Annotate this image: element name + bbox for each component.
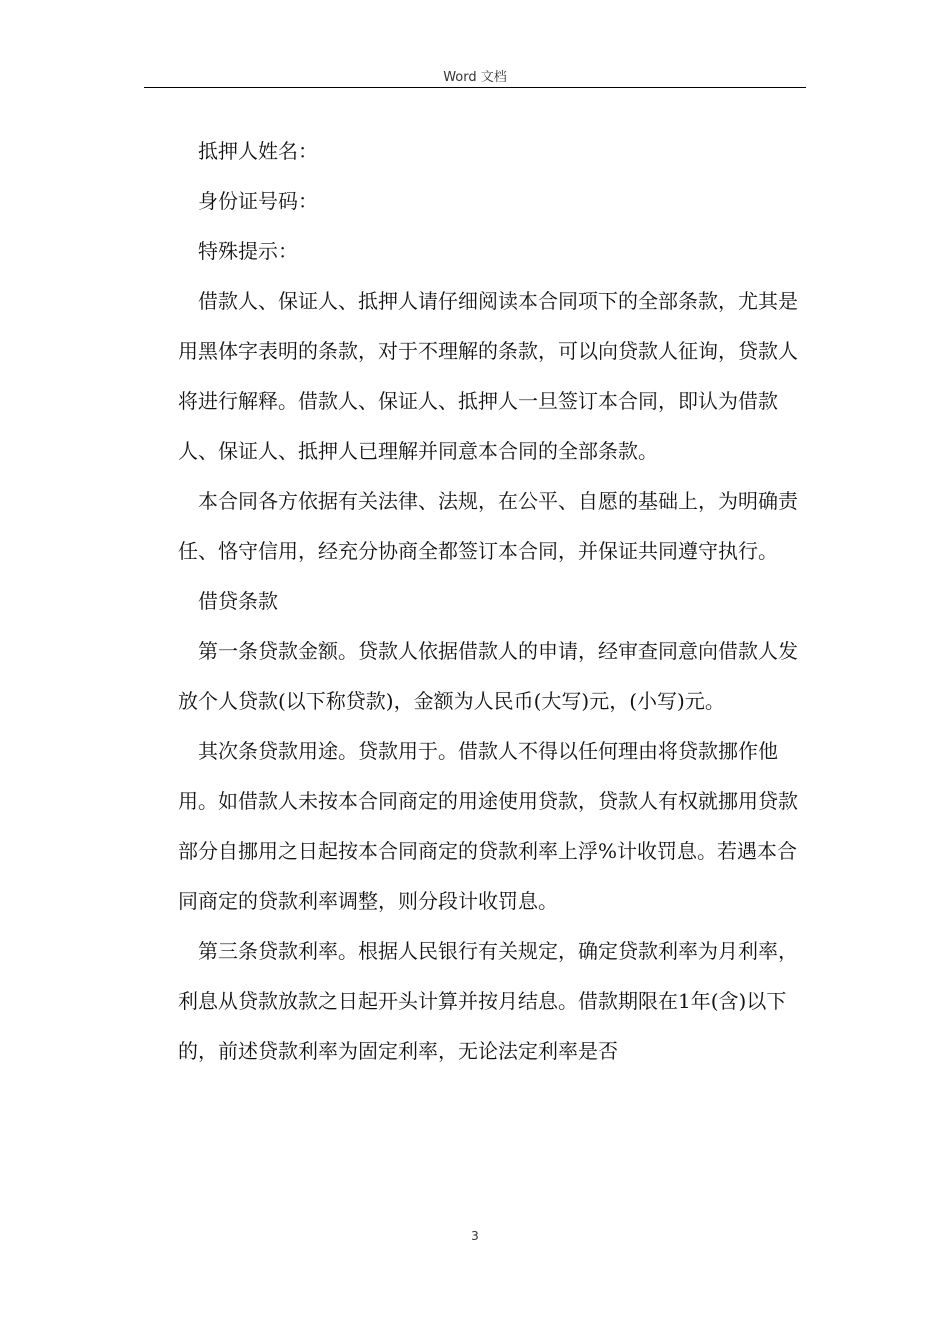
page-number: 3 (471, 1229, 479, 1243)
paragraph-loan-terms-heading: 借贷条款 (198, 589, 278, 613)
paragraph-id-number: 身份证号码： (198, 189, 318, 213)
header-title: Word 文档 (443, 70, 507, 85)
paragraph-article-1: 第一条贷款金额。贷款人依据借款人的申请，经审查同意向借款人发放个人贷款(以下称贷款)，金额为人民币(大写)元，(小写)元。 (178, 639, 798, 713)
paragraph-mortgagor-name: 抵押人姓名： (198, 139, 318, 163)
paragraph-contract-basis: 本合同各方依据有关法律、法规，在公平、自愿的基础上，为明确责任、恪守信用，经充分协商全都签订本合同，并保证共同遵守执行。 (178, 489, 798, 563)
paragraph-special-notice: 借款人、保证人、抵押人请仔细阅读本合同项下的全部条款，尤其是用黑体字表明的条款，对于不理解的条款，可以向贷款人征询，贷款人将进行解释。借款人、保证人、抵押人一旦签订本合同，即认为借款人、保证人、抵押人已理解并同意本合同的全部条款。 (178, 289, 798, 463)
paragraph-article-3: 第三条贷款利率。根据人民银行有关规定，确定贷款利率为月利率，利息从贷款放款之日起开头计算并按月结息。借款期限在1年(含)以下的，前述贷款利率为固定利率，无论法定利率是否 (178, 939, 798, 1063)
document-body (178, 126, 804, 1076)
header-divider (144, 87, 806, 88)
paragraph-special-notice-heading: 特殊提示： (198, 239, 298, 263)
paragraph-article-2: 其次条贷款用途。贷款用于。借款人不得以任何理由将贷款挪作他用。如借款人未按本合同商定的用途使用贷款，贷款人有权就挪用贷款部分自挪用之日起按本合同商定的贷款利率上浮%计收罚息。若遇本合同商定的贷款利率调整，则分段计收罚息。 (178, 739, 798, 913)
